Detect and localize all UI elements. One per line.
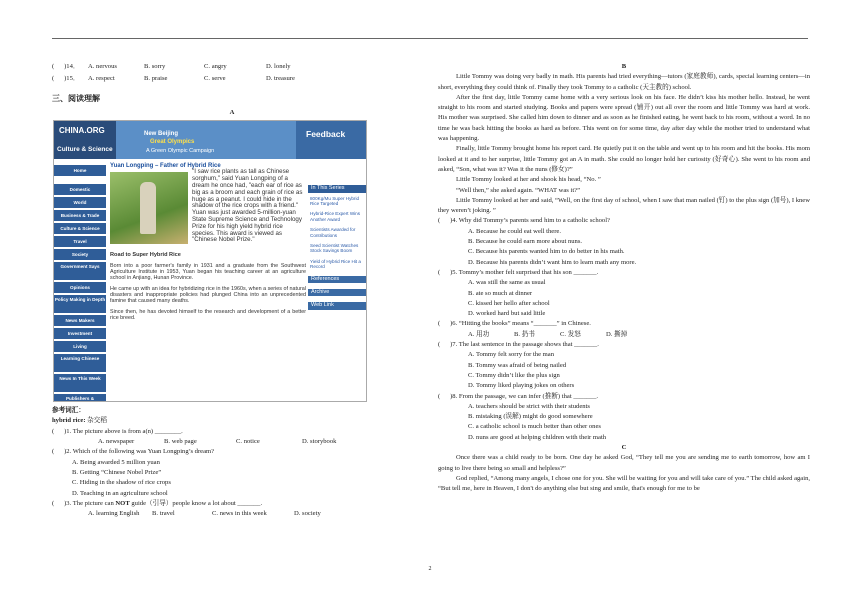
header-rule [52,38,808,39]
feedback-button [296,121,366,159]
nav-item: Society [54,249,106,260]
option: B. Because he could earn more about nuns. [468,238,583,246]
nav-item: News Makers [54,315,106,326]
option-a: A. newspaper [98,438,135,446]
option-d: D. storybook [302,438,337,446]
question-2: ( )2. Which of the following was Yuan Longping’s dream? [52,448,215,456]
vocab-entry [52,416,412,426]
option-a: A. learning English [88,510,140,518]
right-column [438,62,810,494]
passage-paragraph: “Well then,” she asked again. “WHAT was it?” [456,186,581,194]
site-nav [54,159,106,401]
nav-item: News In This Week [54,374,106,392]
option-b: B. web page [164,438,197,446]
question-stem: ( )3. The picture can [52,499,116,507]
nav-item: World [54,197,106,208]
option: D. worked hard but said little [468,310,546,318]
option-a: A. respect [88,75,115,83]
part-c-label: C [621,443,627,451]
option-c: C. news in this week [212,510,267,518]
option: A. was still the same as usual [468,279,546,287]
option-d: D. lonely [266,63,291,70]
option-a: A. 用功 [468,330,490,338]
banner-line-2: Great Olympics [150,139,195,146]
series-link: Scientists Awarded for Contributions [310,227,356,238]
question-14 [52,62,412,72]
series-header: In This Series [308,185,366,192]
references-tab: References [308,276,366,283]
option-b: B. 扔书 [514,330,535,338]
nav-item: Culture & Science [54,223,106,234]
nav-item: Policy Making in Depth [54,295,106,313]
option: B. ate so much at dinner [468,289,533,297]
option: A. Being awarded 5 million yuan [72,458,160,466]
question-number: ( )15． [52,75,80,83]
option: B. mistaking (误解) might do good somewhere [468,413,593,421]
option-b: B. praise [144,75,168,83]
banner-line-1: New Beijing [144,131,179,138]
weblink-tab: Web Link [308,302,366,309]
option-d: D. society [294,510,321,518]
question-15 [52,74,412,84]
question-stem-end: guide（引导）people know a lot about _______. [129,499,263,507]
series-link: Yield of Hybrid Rice Hit a Record [310,258,361,270]
option-c: C. 发怒 [560,330,581,338]
question-5: ( )5. Tommy’s mother felt surprised that his son _______. [438,268,599,276]
article-title: Yuan Longping – Father of Hybrid Rice [110,163,221,170]
option-d: D. 撕掉 [606,330,628,338]
nav-item: Learning Chinese [54,354,106,372]
section-title: 三、阅读理解 [52,93,100,103]
passage-paragraph: Little Tommy was doing very badly in math. His parents had tried everything—tutors (家庭教师), cards, special learning centers—in short, everything they could think of. Finally they took Tommy to a catholic (天主教的) school. [438,73,810,91]
question-number: ( )14． [52,63,80,70]
logo-text: CHINA.ORG [59,126,105,136]
option: D. Because his parents didn’t want him to learn math any more. [468,258,637,266]
nav-item: Publishers & [54,394,106,402]
option-c: C. angry [204,63,227,70]
nav-item: Travel [54,236,106,247]
nav-item: Government Says [54,262,106,280]
series-link: Hybrid-Rice Expert Wins Another Award [310,211,361,222]
article-paragraph: Since then, he has devoted himself to the research and development of a better rice breed. [110,308,306,321]
feedback-label: Feedback [306,129,346,140]
passage-paragraph: Once there was a child ready to be born. One day he asked God, “They tell me you are sending me to earth tomorrow, how am I going to live there being so small and helpless?” [438,454,810,472]
archive-tab: Archive [308,289,366,296]
option: B. Tommy was afraid of being nailed [468,361,567,369]
nav-item: Living [54,341,106,352]
option-c: C. serve [204,75,226,83]
rice-field-photo [110,172,188,244]
option: A. Because he could eat well there. [468,227,562,235]
part-a-label: A [229,108,235,116]
option-b: B. sorry [144,63,166,70]
section-name: Culture & Science [57,146,113,154]
site-logo [54,121,116,159]
part-b-label: B [621,63,627,70]
passage-paragraph: Little Tommy looked at her and shook his head, “No. ” [456,176,601,184]
option: C. Hiding in the shadow of rice crops [72,479,171,487]
passage-paragraph: Little Tommy looked at her and said, “Well, on the first day of school, when I saw that man nailed (钉) to the plus sign (加号), I knew they weren’t joking. ” [438,196,810,215]
option: D. nuns are good at helping children with their math [468,433,607,441]
vocab-title: 参考词汇： [52,407,85,415]
article-paragraph: He came up with an idea for hybridizing rice in the 1960s, when a series of natural disasters and inappropriate policies had plunged China into an unprecedented famine that caused many deaths. [110,285,306,305]
option: C. kissed her hello after school [468,299,550,307]
question-7: ( )7. The last sentence in the passage shows that _______. [438,341,599,349]
option: C. Because his parents wanted him to do better in his math. [468,248,625,256]
series-link: 800Kg/Mu Super Hybrid Rice Targeted [310,195,360,206]
option-b: B. travel [152,510,175,518]
banner-line-3: A Green Olympic Campaign [146,148,215,155]
series-link: Seed Scientist Watches Stock Savings Boom [310,243,359,254]
web-page-image [53,120,367,402]
nav-item: Investment [54,328,106,339]
vocab-term: hybrid rice: [52,417,86,425]
nav-item: Home [54,165,106,176]
article-quote: "I saw rice plants as tall as Chinese sorghum," said Yuan Longping of a dream he once had, "each ear of rice as big as a broom and each grain of rice as huge as a peanut. I could hide in the shadow of the rice crops with a friend." Yuan was just awarded 5-million-yuan State Supreme Science and Technology Prize for his high yield hybrid rice species. This award is viewed as "Chinese Nobel Prize." [192,168,303,244]
option: C. a catholic school is much better than other ones [468,423,601,431]
option-d: D. treasure [266,75,295,83]
page-number: 2 [428,566,432,572]
question-3 [52,499,412,509]
option-c: C. notice [236,438,260,446]
question-6-options [438,330,810,340]
question-8: ( )8. From the passage, we can infer (推断) that _______. [438,392,599,400]
nav-item: Domestic [54,184,106,195]
option: B. Getting “Chinese Nobel Prize” [72,468,162,476]
option: D. Tommy liked playing jokes on others [468,382,575,390]
question-4: ( )4. Why did Tommy’s parents send him to a catholic school? [438,217,610,225]
left-column [52,62,412,519]
article-subhead: Road to Super Hybrid Rice [110,252,181,259]
article-paragraph: Born into a poor farmer's family in 1931 and a graduate from the Southwest Agriculture Institute in 1953, Yuan began his teaching career at an agriculture school in Anjiang, Hunan Province. [110,262,306,282]
option-a: A. nervous [88,63,117,70]
option: A. teachers should be strict with their students [468,402,590,410]
option: C. Tommy didn’t like the plus sign [468,371,560,379]
question-3-options [52,509,412,519]
option: D. Teaching in an agriculture school [72,489,168,497]
question-1-options [52,437,412,447]
passage-paragraph: Finally, little Tommy brought home his report card. He quietly put it on the table and went up to his room and hit the books. His mom looked at it and to her surprise, little Tommy got an A in math. She could no longer hold her curiosity (好奇心). She went to his room and asked, “Son, what was it? Was it the nuns (修女)?” [438,145,810,173]
question-6: ( )6. “Hitting the books” means “_______” in Chinese. [438,320,591,328]
nav-item: Business & Trade [54,210,106,221]
option: A. Tommy felt sorry for the man [468,351,555,359]
nav-item: Opinions [54,282,106,293]
vocab-definition: 杂交稻 [87,417,107,425]
question-1: ( )1. The picture above is from a(n) ________. [52,427,183,435]
series-sidebar [308,185,366,313]
passage-paragraph: After the first day, little Tommy came home with a very serious look on his face. He didn’t kiss his mother hello. Instead, he went straight to his room and started studying. Books and papers were spread (铺开) out all over the room and little Tommy was hard at work. His mother was surprised. She called him down to dinner and as soon as he finished eating, he went back to his room, without a word. In no time he was back hitting the books as hard as before. This went on for some time, day after day while the mother tried to understand what was happening. [438,93,810,143]
question-emphasis: NOT [115,499,130,507]
article [110,163,306,325]
olympic-banner [116,121,296,159]
passage-paragraph: God replied, “Among many angels, I chose one for you. She will be waiting for you and will take care of you.” The child asked again, “But tell me, here in Heaven, I don't do anything else but sing and smile, that's enough for me to be [438,474,811,493]
